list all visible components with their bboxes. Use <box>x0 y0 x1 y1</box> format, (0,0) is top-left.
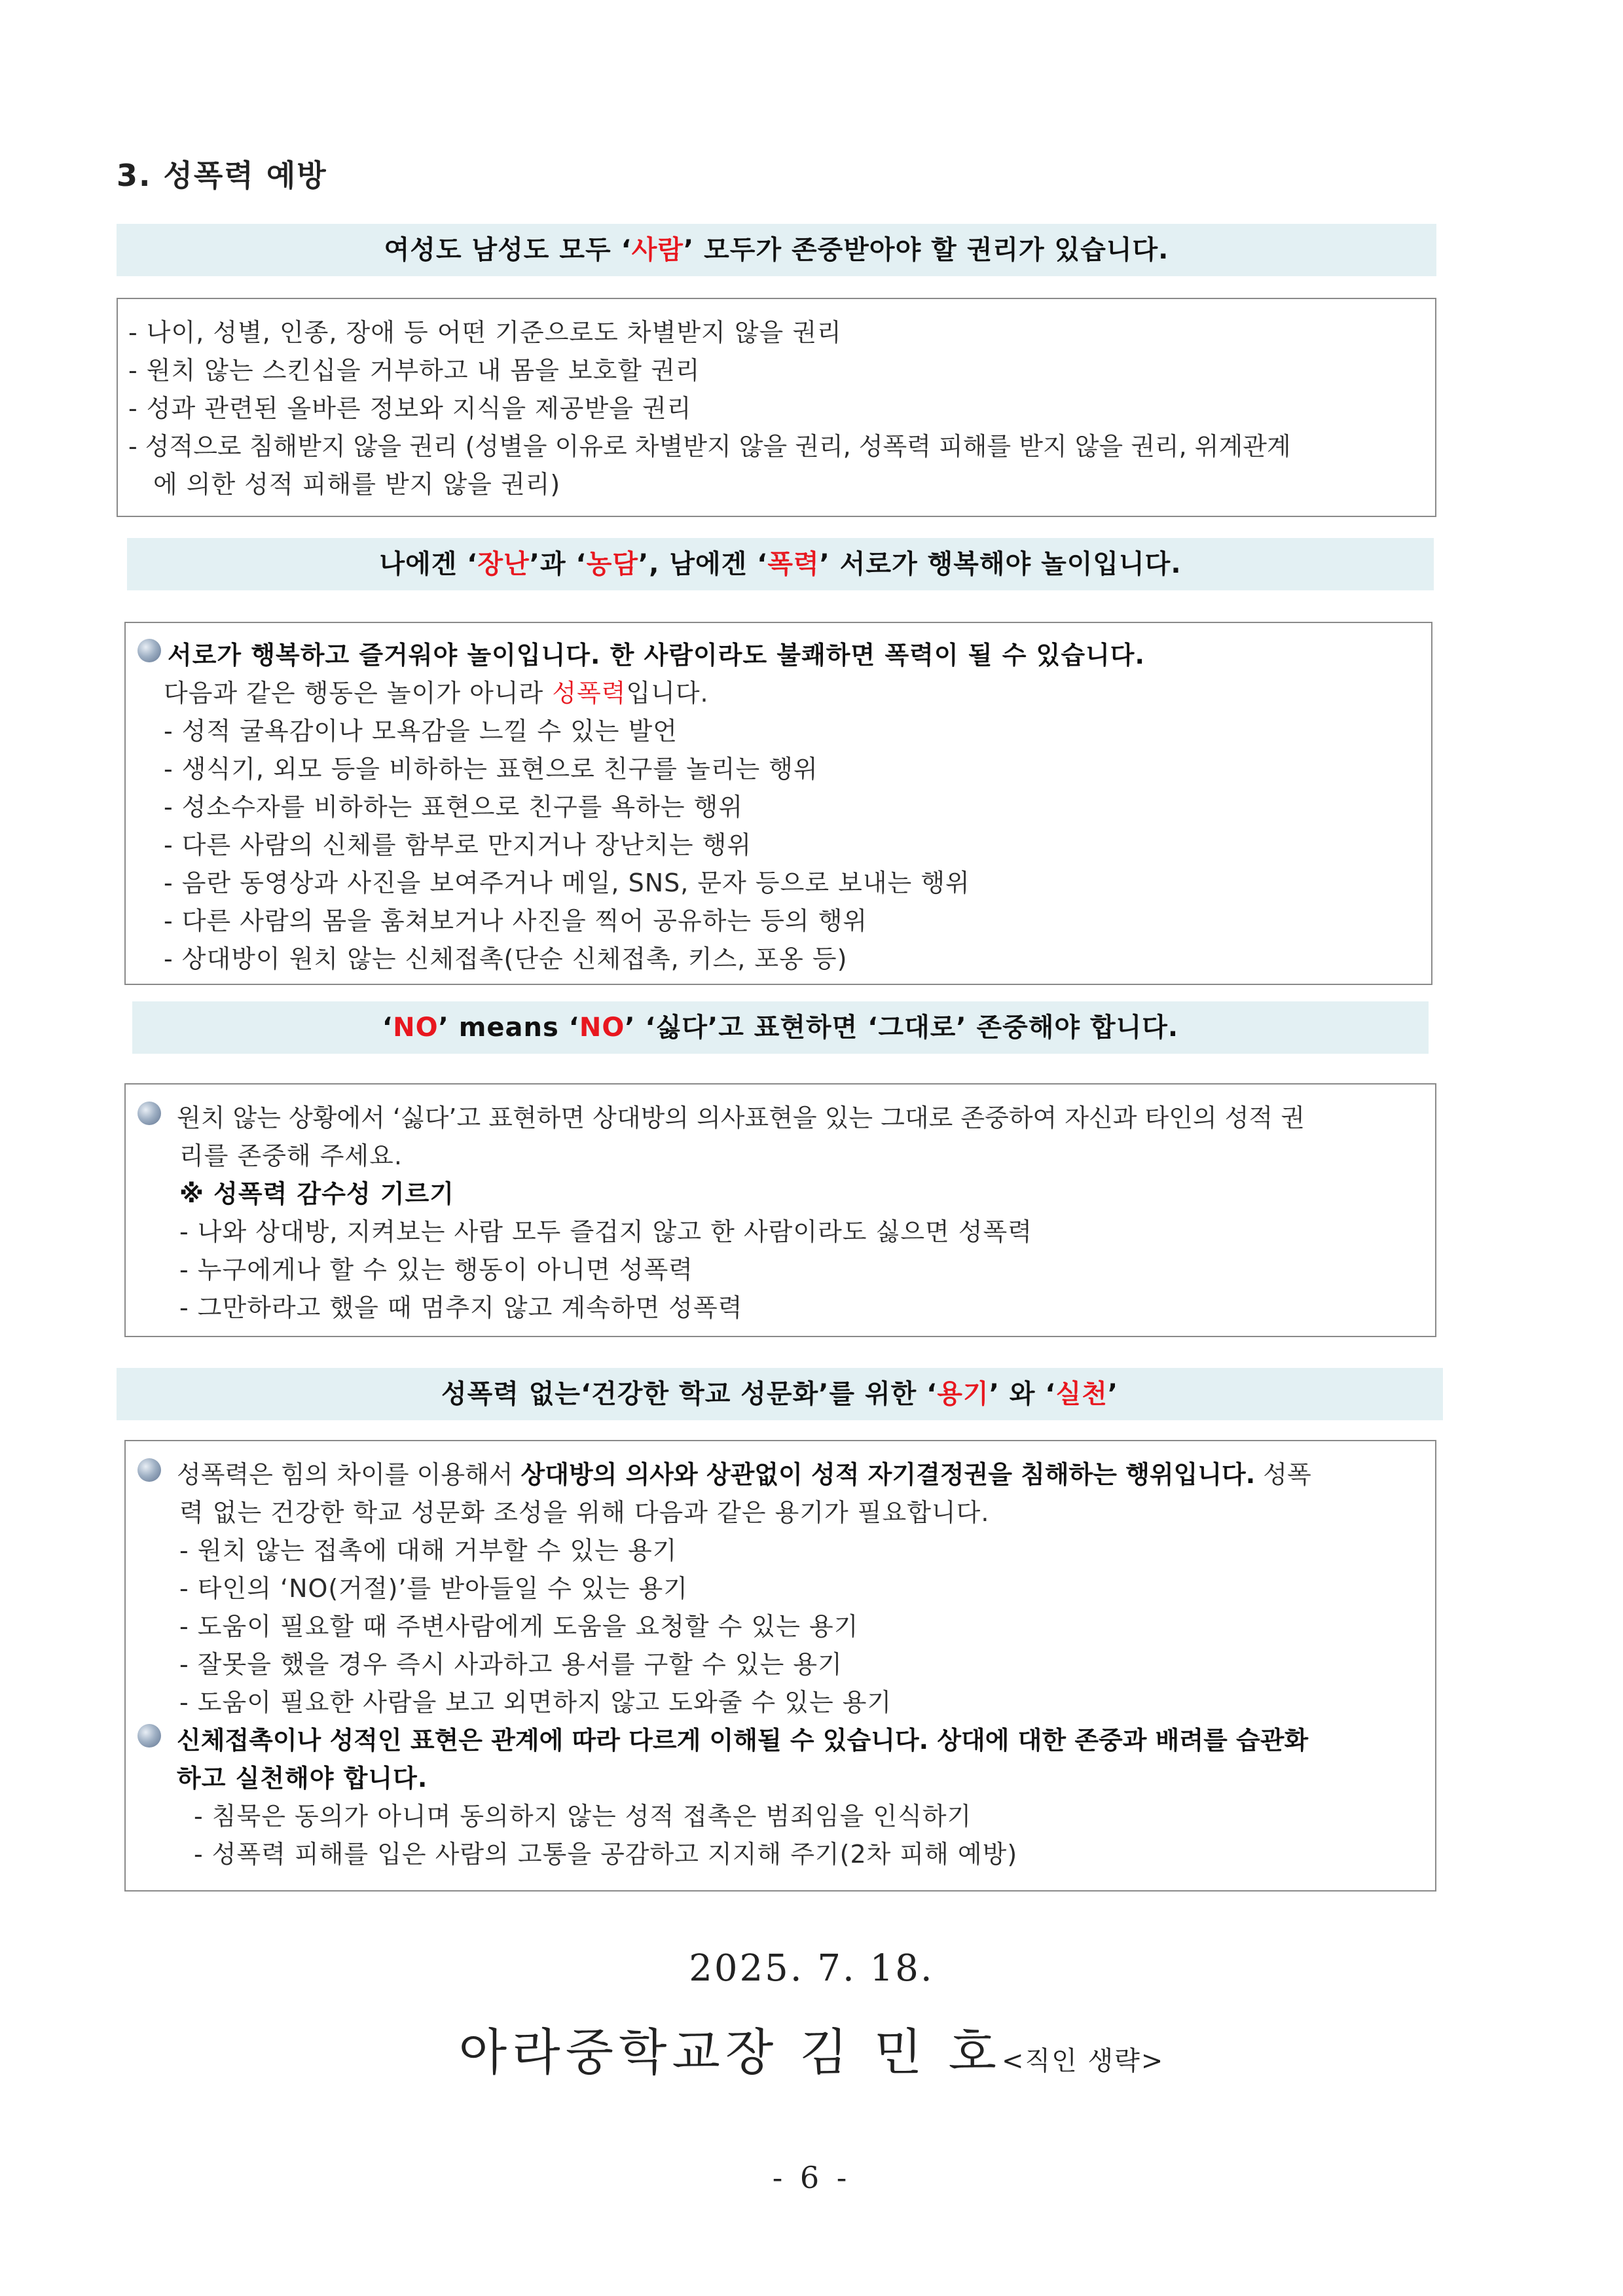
bullet-icon <box>137 1458 161 1482</box>
bullet-icon <box>137 1724 161 1748</box>
play-intro-highlight: 성폭력 <box>552 679 627 708</box>
courage-intro-text-2: 성폭 <box>1255 1460 1311 1489</box>
signature-note: <직인 생략> <box>1001 2046 1165 2076</box>
relationship-bold: 신체접촉이나 성적인 표현은 관계에 따라 다르게 이해될 수 있습니다. 상대에 대한 존중과 배려를 습관화 <box>177 1726 1309 1755</box>
sensitivity-item: - 누구에게나 할 수 있는 행동이 아니면 성폭력 <box>179 1255 694 1284</box>
rights-item: - 나이, 성별, 인종, 장애 등 어떤 기준으로도 차별받지 않을 권리 <box>128 318 842 347</box>
document-date: 2025. 7. 18. <box>689 1947 934 1990</box>
courage-item: - 타인의 ‘NO(거절)’를 받아들일 수 있는 용기 <box>179 1574 688 1603</box>
play-item: - 성소수자를 비하하는 표현으로 친구를 욕하는 행위 <box>164 793 744 821</box>
play-box <box>124 622 1432 985</box>
signature-name: 아라중학교장 김 민 호 <box>458 2023 1002 2081</box>
courage-intro-text-1: 성폭력은 힘의 차이를 이용해서 <box>177 1460 521 1489</box>
practice-item: - 침묵은 동의가 아니며 동의하지 않는 성적 접촉은 범죄임을 인식하기 <box>194 1802 972 1831</box>
banner-rights-text-1: 여성도 남성도 모두 ‘ <box>384 235 632 265</box>
banner-no-text-1: ‘ <box>382 1013 393 1043</box>
play-item: - 생식기, 외모 등을 비하하는 표현으로 친구를 놀리는 행위 <box>164 755 818 783</box>
banner-courage-highlight-2: 실천 <box>1055 1379 1108 1409</box>
play-item: - 다른 사람의 신체를 함부로 만지거나 장난치는 행위 <box>164 831 752 859</box>
consent-text: 원치 않는 상황에서 ‘싫다’고 표현하면 상대방의 의사표현을 있는 그대로 존중하여 자신과 타인의 성적 권 <box>177 1103 1305 1132</box>
play-intro-text-2: 입니다. <box>626 679 709 708</box>
banner-no-text-2: ’ means ‘ <box>438 1013 579 1043</box>
consent-text-continued: 리를 존중해 주세요. <box>179 1141 403 1170</box>
page-number: - 6 - <box>772 2160 851 2195</box>
sensitivity-subheading: ※ 성폭력 감수성 기르기 <box>179 1179 455 1208</box>
banner-rights-highlight: 사람 <box>631 235 684 265</box>
banner-no-means-no <box>132 1001 1429 1054</box>
consent-box <box>124 1083 1436 1337</box>
courage-item: - 원치 않는 접촉에 대해 거부할 수 있는 용기 <box>179 1536 678 1565</box>
banner-play-highlight-2: 농담 <box>586 549 639 579</box>
banner-courage-text-3: ’ <box>1107 1379 1119 1409</box>
play-heading: 서로가 행복하고 즐거워야 놀이입니다. 한 사람이라도 불쾌하면 폭력이 될 수 있습니다. <box>168 641 1145 670</box>
sensitivity-item: - 나와 상대방, 지켜보는 사람 모두 즐겁지 않고 한 사람이라도 싫으면 성폭력 <box>179 1217 1032 1246</box>
section-title: 3. 성폭력 예방 <box>117 158 327 193</box>
courage-item: - 잘못을 했을 경우 즉시 사과하고 용서를 구할 수 있는 용기 <box>179 1650 843 1679</box>
banner-play <box>127 538 1434 590</box>
banner-no-highlight-1: NO <box>393 1013 439 1043</box>
bullet-icon <box>137 1102 161 1125</box>
sensitivity-item: - 그만하라고 했을 때 멈추지 않고 계속하면 성폭력 <box>179 1293 743 1322</box>
banner-no-text-3: ’ ‘싫다’고 표현하면 ‘그대로’ 존중해야 합니다. <box>625 1013 1179 1043</box>
play-item: - 음란 동영상과 사진을 보여주거나 메일, SNS, 문자 등으로 보내는 행위 <box>164 869 970 897</box>
courage-item: - 도움이 필요한 사람을 보고 외면하지 않고 도와줄 수 있는 용기 <box>179 1688 892 1717</box>
practice-item: - 성폭력 피해를 입은 사람의 고통을 공감하고 지지해 주기(2차 피해 예방) <box>194 1840 1018 1869</box>
play-item: - 상대방이 원치 않는 신체접촉(단순 신체접촉, 키스, 포옹 등) <box>164 944 848 973</box>
rights-item: - 성과 관련된 올바른 정보와 지식을 제공받을 권리 <box>128 394 692 423</box>
play-item: - 다른 사람의 몸을 훔쳐보거나 사진을 찍어 공유하는 등의 행위 <box>164 906 868 935</box>
rights-box <box>117 298 1436 517</box>
courage-intro <box>177 1454 1311 1490</box>
signature <box>0 2013 1623 2084</box>
banner-play-text-3: ’, 남에겐 ‘ <box>638 549 768 579</box>
banner-play-highlight-1: 장난 <box>477 549 530 579</box>
banner-courage-text-2: ’ 와 ‘ <box>989 1379 1056 1409</box>
courage-intro-bold: 상대방의 의사와 상관없이 성적 자기결정권을 침해하는 행위입니다. <box>520 1460 1256 1489</box>
rights-item: - 성적으로 침해받지 않을 권리 (성별을 이유로 차별받지 않을 권리, 성폭력 피해를 받지 않을 권리, 위계관계 <box>128 432 1291 461</box>
play-intro-text-1: 다음과 같은 행동은 놀이가 아니라 <box>164 679 553 708</box>
banner-play-text-2: ’과 ‘ <box>529 549 587 579</box>
banner-courage-highlight-1: 용기 <box>937 1379 989 1409</box>
play-item: - 성적 굴욕감이나 모욕감을 느낄 수 있는 발언 <box>164 717 678 745</box>
courage-box <box>124 1440 1436 1892</box>
relationship-bold-continued: 하고 실천해야 합니다. <box>177 1764 428 1793</box>
courage-intro-continued: 력 없는 건강한 학교 성문화 조성을 위해 다음과 같은 용기가 필요합니다. <box>179 1498 990 1527</box>
banner-courage-text-1: 성폭력 없는‘건강한 학교 성문화’를 위한 ‘ <box>441 1379 938 1409</box>
banner-play-highlight-3: 폭력 <box>767 549 820 579</box>
banner-rights-text-2: ’ 모두가 존중받아야 할 권리가 있습니다. <box>684 235 1169 265</box>
rights-item-continued: 에 의한 성적 피해를 받지 않을 권리) <box>153 470 561 499</box>
banner-play-text-1: 나에겐 ‘ <box>379 549 478 579</box>
courage-item: - 도움이 필요할 때 주변사람에게 도움을 요청할 수 있는 용기 <box>179 1612 859 1641</box>
banner-play-text-4: ’ 서로가 행복해야 놀이입니다. <box>819 549 1182 579</box>
banner-rights <box>117 224 1436 276</box>
rights-item: - 원치 않는 스킨십을 거부하고 내 몸을 보호할 권리 <box>128 356 701 385</box>
bullet-icon <box>137 639 161 662</box>
banner-courage <box>117 1368 1443 1420</box>
banner-no-highlight-2: NO <box>579 1013 625 1043</box>
play-intro <box>164 673 709 709</box>
